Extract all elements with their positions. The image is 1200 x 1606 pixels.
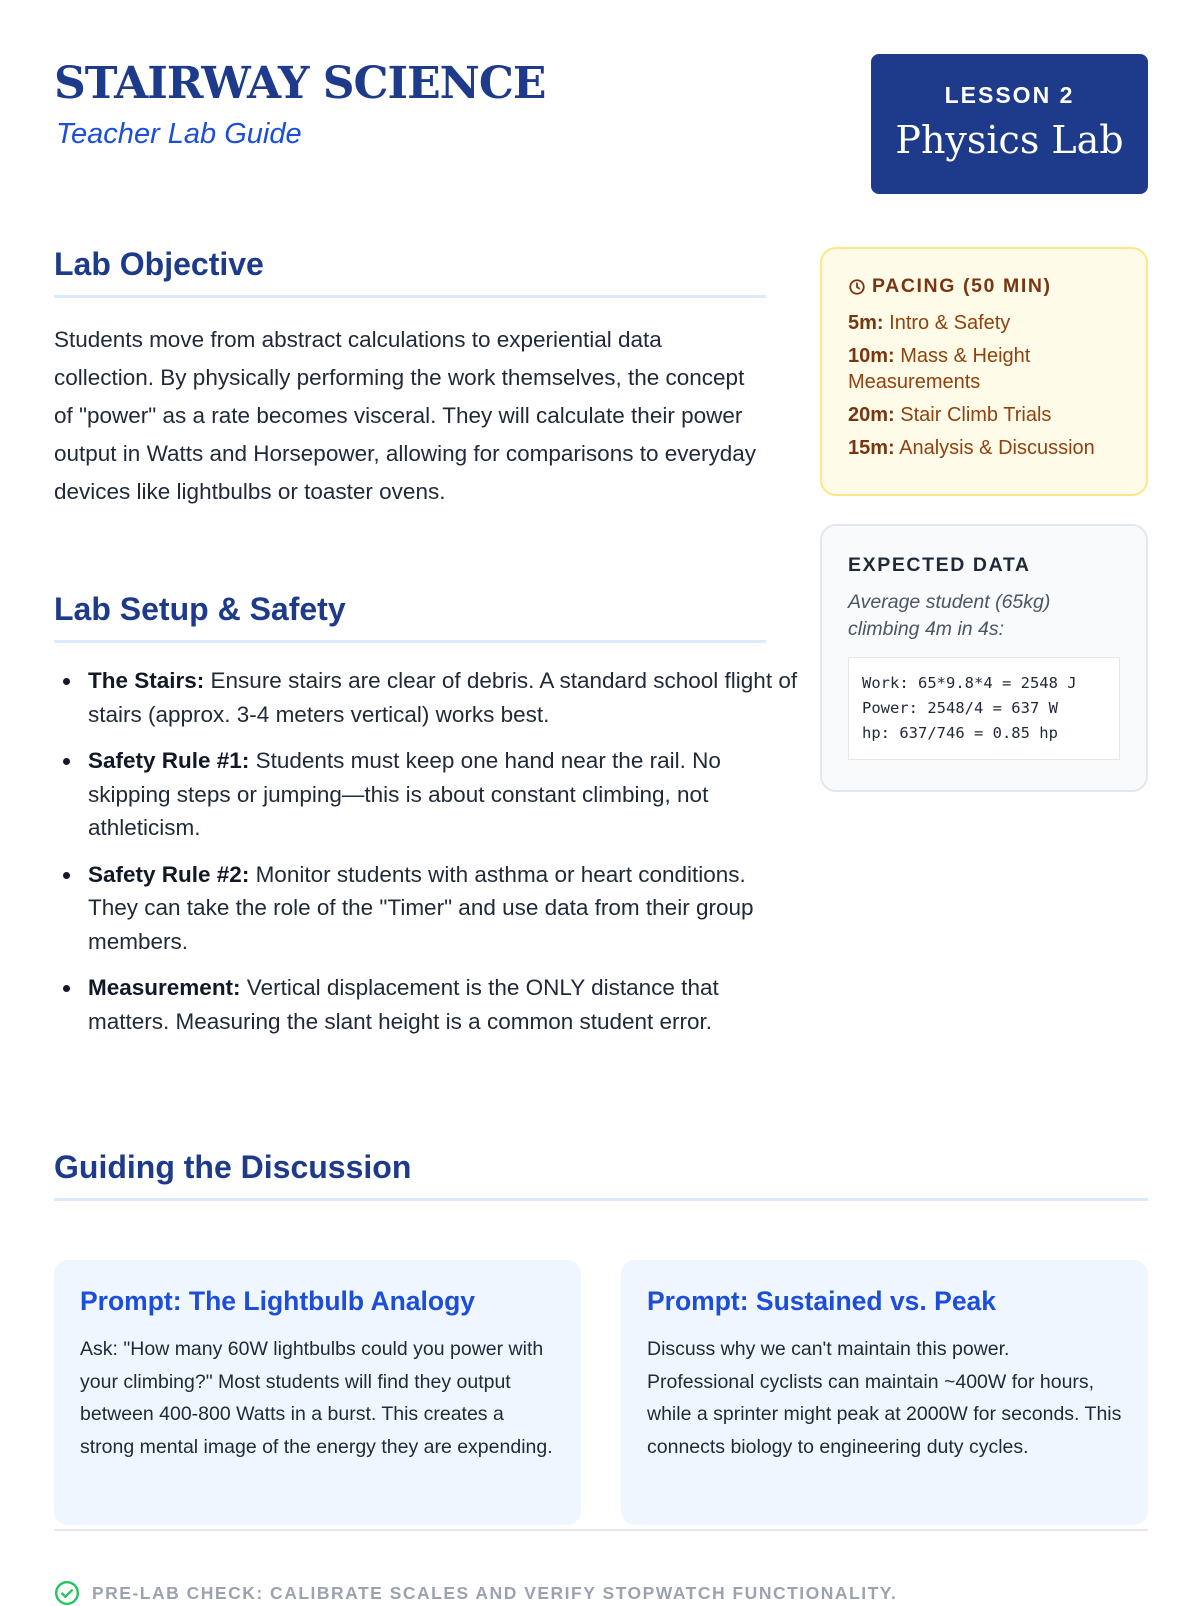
calculation-line: hp: 637/746 = 0.85 hp (862, 724, 1058, 742)
pacing-time: 15m: (848, 437, 895, 459)
prompt-body: Discuss why we can't maintain this power. Professional cyclists can maintain ~400W for hours, while a sprinter might peak at 2000W for seconds. This connects biology to engineering duty cycles. (647, 1338, 1122, 1458)
lesson-badge (871, 54, 1148, 194)
setup-item-text: Ensure stairs are clear of debris. A standard school flight of stairs (approx. 3-4 meters vertical) works best. (88, 668, 798, 727)
setup-item-text: Students must keep one hand near the rail. No skipping steps or jumping—this is about constant climbing, not athleticism. (88, 748, 721, 840)
setup-heading: Lab Setup & Safety (54, 591, 766, 643)
pacing-item (848, 435, 1120, 461)
discussion-heading: Guiding the Discussion (54, 1149, 1148, 1201)
pacing-time: 10m: (848, 345, 895, 367)
pre-lab-check (54, 1580, 897, 1606)
lesson-name: Physics Lab (895, 118, 1124, 162)
pacing-item (848, 343, 1120, 395)
prompt-title: Prompt: Sustained vs. Peak (647, 1286, 997, 1316)
pacing-activity: Analysis & Discussion (894, 437, 1095, 459)
pacing-activity: Mass & Height Measurements (848, 345, 1031, 393)
check-circle-icon (54, 1580, 80, 1606)
pacing-activity: Intro & Safety (883, 312, 1011, 334)
setup-item (88, 664, 800, 731)
setup-item-label: Safety Rule #1: (88, 748, 250, 773)
objective-heading: Lab Objective (54, 246, 766, 298)
expected-data-card (820, 524, 1148, 792)
prompt-card-lightbulb (54, 1260, 581, 1525)
setup-item (88, 971, 800, 1038)
calculation-block (848, 657, 1120, 760)
pacing-item (848, 310, 1120, 336)
lesson-number: LESSON 2 (944, 82, 1075, 108)
prompt-body: Ask: "How many 60W lightbulbs could you power with your climbing?" Most students will find they output between 400-800 Watts in a burst. This creates a strong mental image of the energy they are expending. (80, 1338, 553, 1458)
setup-item-text: Vertical displacement is the ONLY distance that matters. Measuring the slant height is a common student error. (88, 975, 719, 1034)
clock-icon (848, 278, 866, 296)
calculation-line: Power: 2548/4 = 637 W (862, 699, 1058, 717)
pre-lab-check-text: PRE-LAB CHECK: CALIBRATE SCALES AND VERIFY STOPWATCH FUNCTIONALITY. (92, 1582, 898, 1603)
prompt-card-sustained-peak (621, 1260, 1148, 1525)
setup-item-label: The Stairs: (88, 668, 205, 693)
pacing-activity: Stair Climb Trials (894, 404, 1052, 426)
pacing-card (820, 247, 1148, 496)
pacing-heading-text: PACING (50 MIN) (872, 275, 1052, 297)
setup-item-label: Measurement: (88, 975, 241, 1000)
calculation-line: Work: 65*9.8*4 = 2548 J (862, 674, 1077, 692)
page-subtitle: Teacher Lab Guide (56, 118, 302, 150)
page-title: STAIRWAY SCIENCE (54, 58, 546, 109)
pacing-time: 5m: (848, 312, 884, 334)
footer-divider (54, 1529, 1148, 1531)
setup-item (88, 858, 800, 959)
setup-item (88, 744, 800, 845)
expected-data-note: Average student (65kg) climbing 4m in 4s: (848, 591, 1051, 640)
setup-list (54, 664, 800, 1051)
setup-item-text: Monitor students with asthma or heart conditions. They can take the role of the "Timer" and use data from their group members. (88, 861, 754, 954)
pacing-heading (848, 275, 1120, 298)
pacing-item (848, 402, 1120, 428)
pacing-list (848, 310, 1120, 461)
prompt-title: Prompt: The Lightbulb Analogy (80, 1286, 476, 1316)
objective-text: Students move from abstract calculations to experiential data collection. By physically performing the work themselves, the concept of "power" as a rate becomes visceral. They will calculate their power output in Watts and Horsepower, allowing for comparisons to everyday devices like lightbulbs or toaster ovens. (54, 327, 757, 504)
setup-item-label: Safety Rule #2: (88, 861, 250, 887)
pacing-time: 20m: (848, 404, 895, 426)
expected-data-heading: EXPECTED DATA (848, 554, 1031, 576)
